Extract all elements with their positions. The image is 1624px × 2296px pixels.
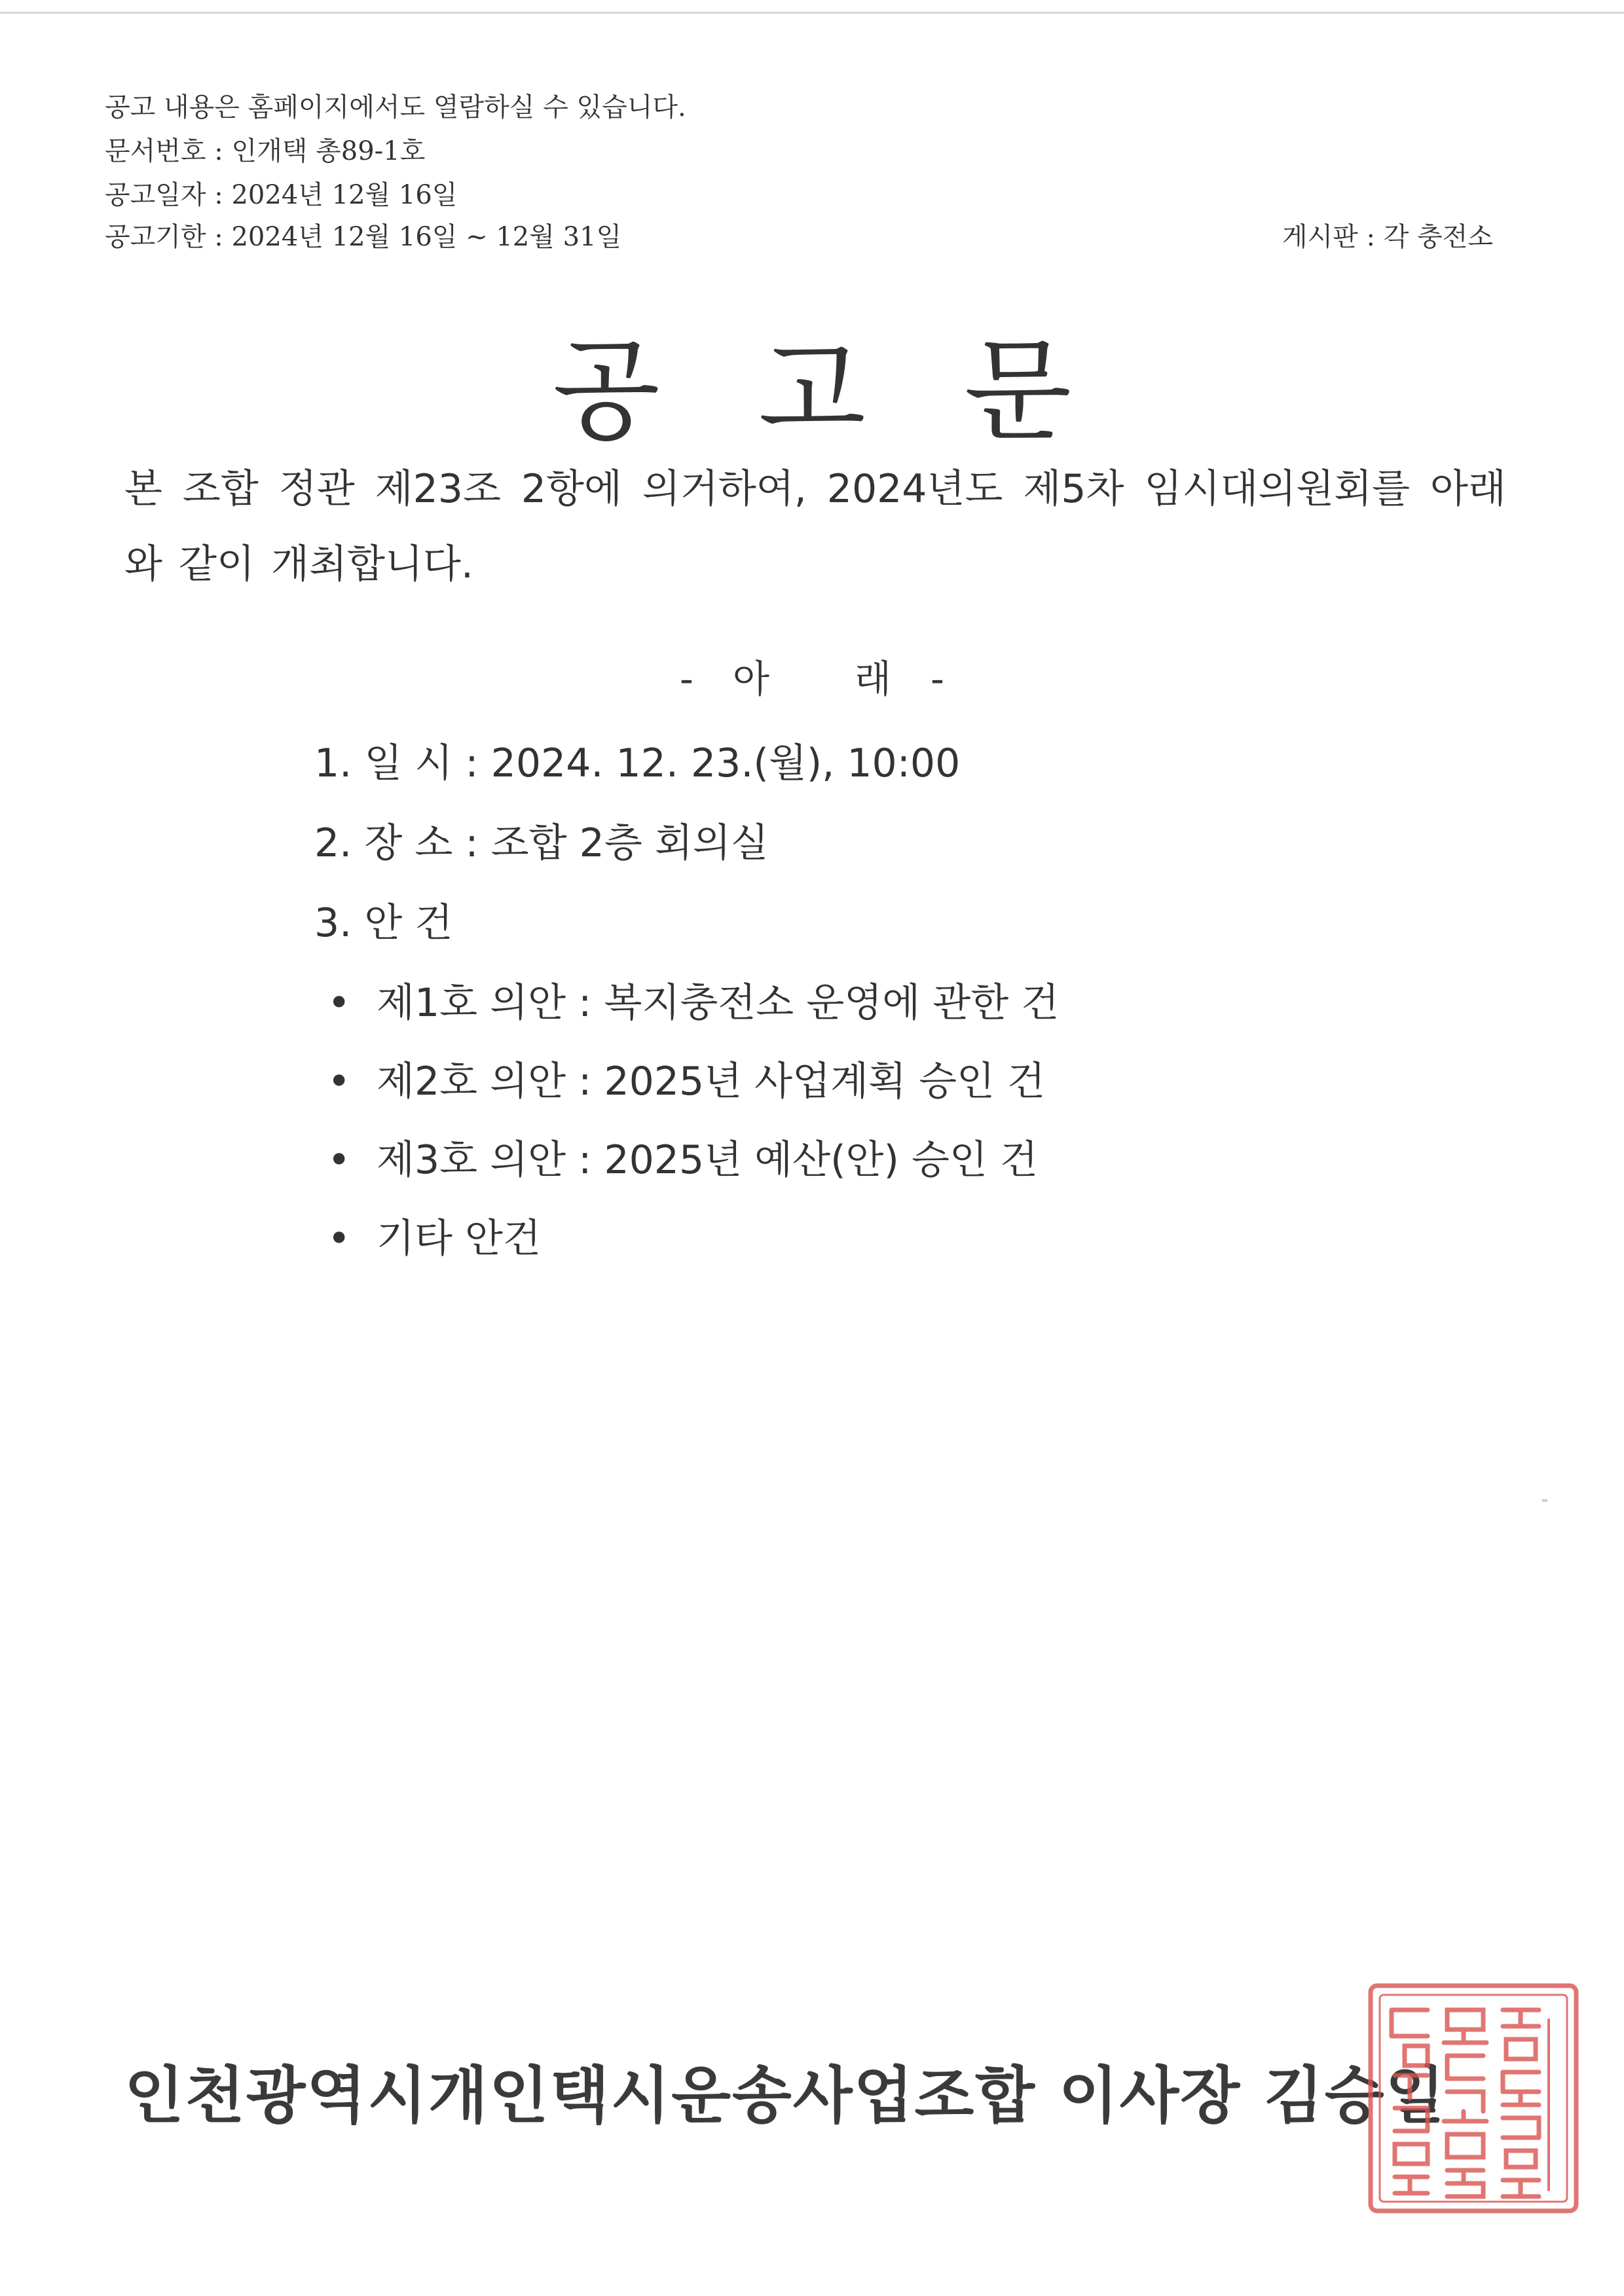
item-agenda-heading: 3. 안 건	[314, 900, 453, 946]
agenda-item	[327, 1050, 1045, 1106]
bullet-icon: •	[327, 1216, 351, 1262]
bullet-icon: •	[327, 1137, 351, 1183]
official-seal-icon	[1365, 1980, 1581, 2216]
below-word-b: 래	[855, 657, 892, 701]
signature-line: 인천광역시개인택시운송사업조합 이사장 김승일	[124, 2060, 1447, 2132]
agenda-item	[327, 1207, 541, 1264]
agenda-item-text: 제3호 의안 : 2025년 예산(안) 승인 건	[377, 1137, 1038, 1183]
agenda-item	[327, 972, 1059, 1028]
header-notice-date: 공고일자 : 2024년 12월 16일	[105, 180, 458, 210]
document-title: 공고문	[552, 327, 1170, 456]
header-board: 게시판 : 각 충전소	[1282, 222, 1493, 252]
below-heading	[0, 648, 1624, 703]
below-word-a: 아	[732, 657, 769, 701]
bullet-icon: •	[327, 1059, 351, 1104]
header-doc-number: 문서번호 : 인개택 총89-1호	[105, 136, 426, 166]
header-notice-period: 공고기한 : 2024년 12월 16일 ~ 12월 31일	[105, 222, 622, 252]
agenda-item	[327, 1129, 1038, 1185]
scan-edge-line	[0, 12, 1624, 14]
agenda-item-text: 제2호 의안 : 2025년 사업계획 승인 건	[377, 1059, 1046, 1104]
agenda-item-text: 제1호 의안 : 복지충전소 운영에 관한 건	[377, 980, 1060, 1026]
bullet-icon: •	[327, 980, 351, 1026]
agenda-item-text: 기타 안건	[377, 1216, 541, 1262]
below-dash-right: -	[931, 657, 944, 701]
item-datetime: 1. 일 시 : 2024. 12. 23.(월), 10:00	[314, 740, 961, 786]
header-homepage-note: 공고 내용은 홈페이지에서도 열람하실 수 있습니다.	[105, 92, 686, 122]
body-paragraph: 본 조합 정관 제23조 2항에 의거하여, 2024년도 제5차 임시대의원회를 아래와 같이 개최합니다.	[124, 466, 1506, 587]
scan-speck	[1542, 1499, 1547, 1502]
below-dash-left: -	[680, 657, 693, 701]
item-location: 2. 장 소 : 조합 2층 회의실	[314, 820, 769, 866]
